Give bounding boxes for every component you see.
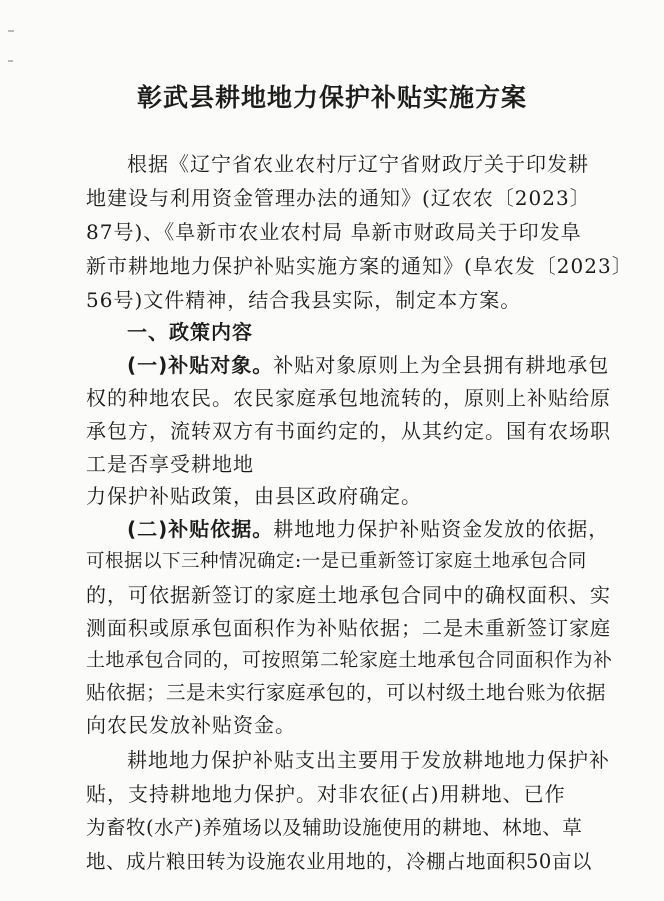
text-line: 地、成片粮田转为设施农业用地的，冷棚占地面积50亩以 — [86, 850, 592, 873]
item-2-first-line — [127, 515, 609, 543]
scan-mark — [8, 60, 13, 62]
text-line: 测面积或原承包面积作为补贴依据；二是未重新签订家庭 — [86, 616, 611, 640]
text-line: 贴依据；三是未实行家庭承包的，可以村级土地台账为依据 — [86, 681, 607, 704]
text-line: 地建设与利用资金管理办法的通知》(辽农农〔2023〕 — [86, 186, 591, 210]
item-1-first-line — [127, 351, 609, 379]
section-heading: 一、政策内容 — [127, 320, 253, 344]
item-1-label: (一)补贴对象。 — [127, 353, 274, 377]
text-line: 土地承包合同的，可按照第二轮家庭土地承包合同面积作为补 — [86, 649, 613, 671]
scan-mark — [8, 30, 14, 32]
text-line: 56号)文件精神，结合我县实际，制定本方案。 — [86, 288, 522, 312]
text-line: 承包方，流转双方有书面约定的，从其约定。国有农场职 — [86, 419, 611, 443]
text-line: 新市耕地地力保护补贴实施方案的通知》(阜农发〔2023〕 — [86, 254, 633, 278]
text-line: 87号)、《阜新市农业农村局 阜新市财政局关于印发阜 — [86, 220, 582, 244]
document-title: 彰武县耕地地力保护补贴实施方案 — [136, 83, 527, 112]
text-line: 力保护补贴政策，由县区政府确定。 — [86, 484, 422, 508]
text-line: 可根据以下三种情况确定:一是已重新签订家庭土地承包合同 — [86, 551, 587, 572]
text-line: 权的种地农民。农民家庭承包地流转的，原则上补贴给原 — [86, 386, 611, 410]
text-line: 贴，支持耕地地力保护。对非农征(占)用耕地、已作 — [86, 782, 566, 806]
text-line: 向农民发放补贴资金。 — [86, 713, 296, 737]
text-line: 根据《辽宁省农业农村厅辽宁省财政厅关于印发耕 — [127, 152, 589, 176]
text-line: 的，可依据新签订的家庭土地承包合同中的确权面积、实 — [86, 583, 611, 607]
item-2-label: (二)补贴依据。 — [127, 517, 274, 541]
item-1-text: 补贴对象原则上为全县拥有耕地承包 — [273, 353, 610, 377]
text-line: 工是否享受耕地地 — [86, 452, 254, 476]
text-line: 为畜牧(水产)养殖场以及辅助设施使用的耕地、林地、草 — [86, 816, 583, 839]
text-line: 耕地地力保护补贴支出主要用于发放耕地地力保护补 — [127, 748, 610, 772]
item-2-text: 耕地地力保护补贴资金发放的依据， — [273, 517, 610, 541]
